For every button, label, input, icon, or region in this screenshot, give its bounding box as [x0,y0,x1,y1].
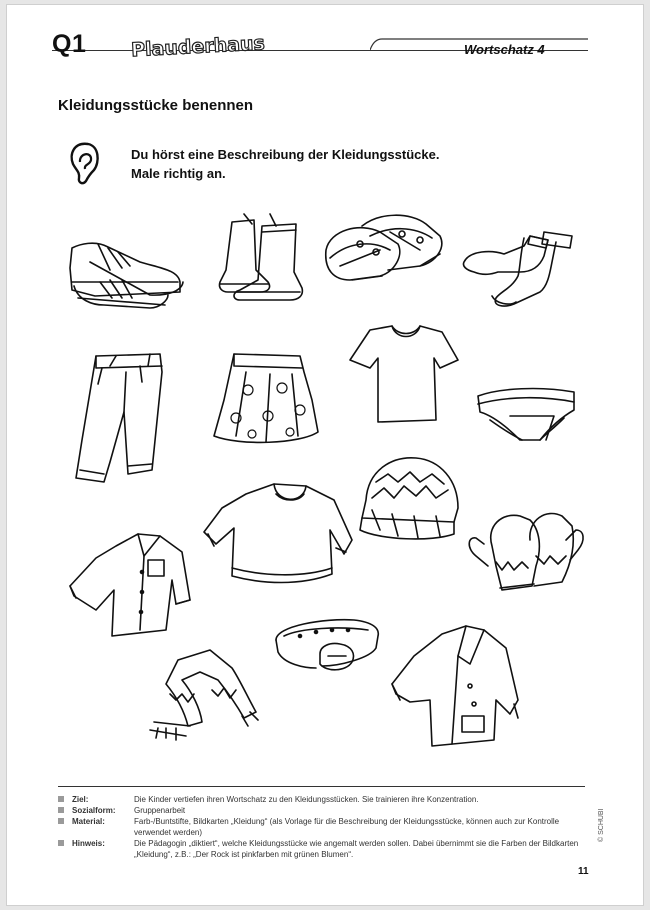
info-label: Material: [72,817,105,826]
info-row-social-form [58,805,588,816]
socks-drawing[interactable] [463,232,572,306]
info-value: Farb-/Buntstifte, Bildkarten „Kleidung“ (als Vorlage für die Beschreibung der Kleidungsstücke, können auch zur Kontrolle verwendet werden) [134,817,560,837]
instruction-line-2: Male richtig an. [131,166,226,181]
copyright: © SCHUBI [598,808,605,842]
svg-text:Plauderhaus: Plauderhaus [130,32,266,62]
page-heading: Kleidungsstücke benennen [58,97,254,114]
info-value: Die Pädagogin „diktiert“, welche Kleidungsstücke wie angemalt werden sollen. Dabei übernimmt sie die Farben der Bildkarten „Kleidung“, z.B.: „Der Rock ist pinkfarben mit grünen Blumen“. [134,839,579,859]
info-label: Hinweis: [72,839,105,848]
shirt-drawing[interactable] [70,534,190,636]
info-label: Sozialform: [72,806,116,815]
knit-hat-drawing[interactable] [360,458,458,539]
info-row-note [58,838,588,860]
teacher-info [58,794,588,860]
skirt-drawing[interactable] [214,354,318,442]
bullet-square [58,840,64,846]
q-number: Q1 [52,30,87,58]
sweater-drawing[interactable] [204,484,352,583]
instruction-line-1: Du hörst eine Beschreibung der Kleidungsstücke. [131,147,440,162]
info-row-goal [58,794,588,805]
mittens-drawing[interactable] [469,513,583,590]
bullet-square [58,807,64,813]
trousers-drawing[interactable] [76,354,162,482]
sneakers-drawing[interactable] [70,243,183,308]
info-value: Die Kinder vertiefen ihren Wortschatz zu den Kleidungsstücken. Sie trainieren ihre Konzentration. [134,795,479,804]
info-label: Ziel: [72,795,89,804]
info-row-material [58,816,588,838]
sandals-drawing[interactable] [326,215,442,280]
jacket-drawing[interactable] [392,626,518,746]
rubber-boots-drawing[interactable] [219,214,302,300]
bullet-square [58,818,64,824]
footer-rule [58,786,585,787]
info-value: Gruppenarbeit [134,806,186,815]
section-title: Wortschatz 4 [464,42,545,57]
t-shirt-drawing[interactable] [350,326,458,422]
bullet-square [58,796,64,802]
page-number: 11 [578,866,589,877]
underpants-drawing[interactable] [478,389,574,440]
scarf-drawing[interactable] [150,650,258,740]
belt-drawing[interactable] [276,620,378,670]
